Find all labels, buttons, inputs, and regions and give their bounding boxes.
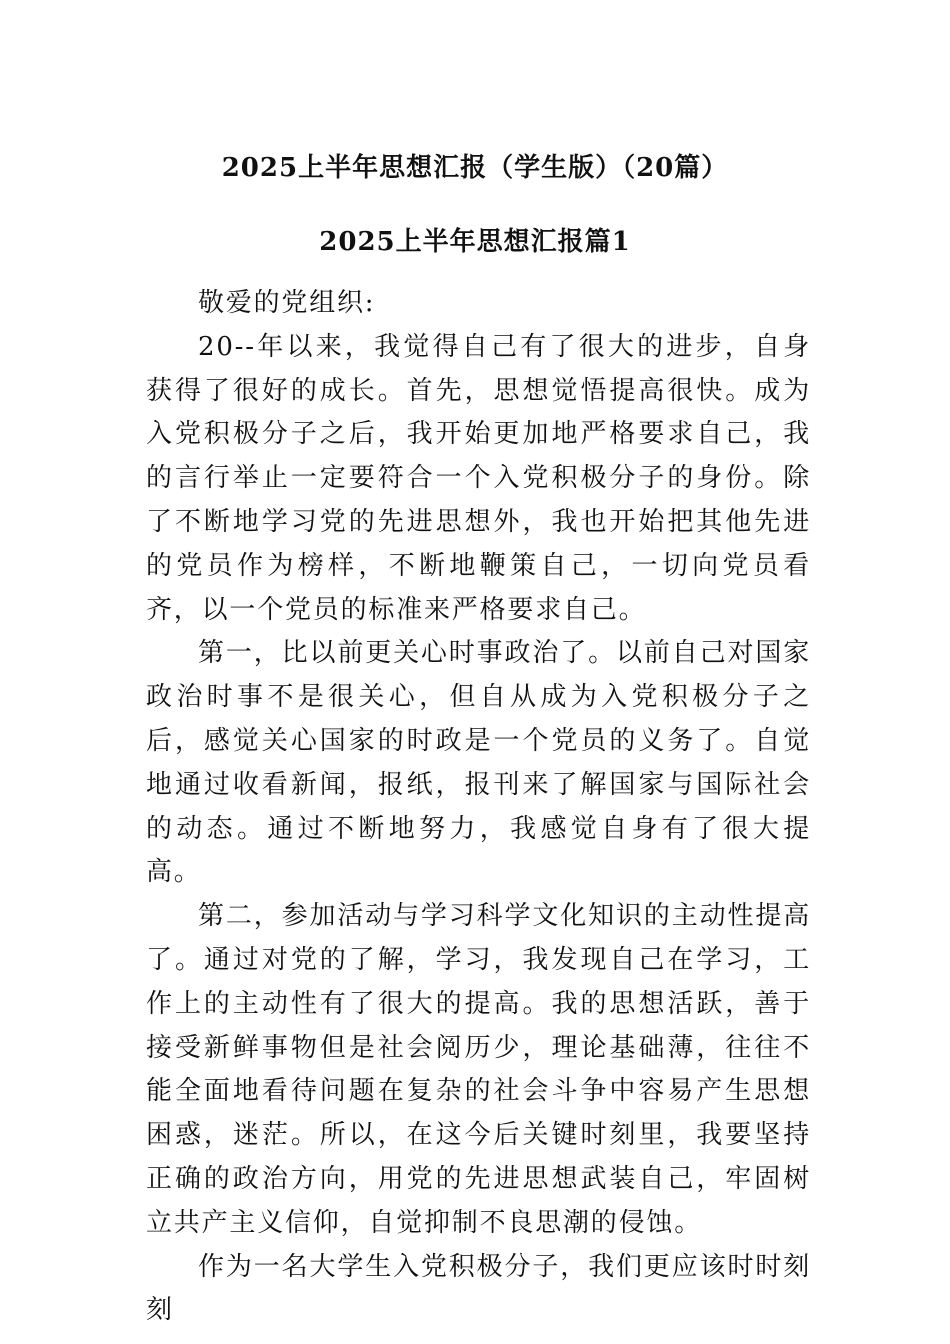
spacer bbox=[146, 238, 811, 282]
paragraph: 20--年以来，我觉得自己有了很大的进步，自身获得了很好的成长。首先，思想觉悟提高很快。成为入党积极分子之后，我开始更加地严格要求自己，我的言行举止一定要符合一个入党积极分子的身份。除了不断地学习党的先进思想外，我也开始把其他先进的党员作为榜样，不断地鞭策自己，一切向党员看齐，以一个党员的标准来严格要求自己。 bbox=[146, 331, 811, 625]
document-body bbox=[146, 238, 811, 1333]
document-title: 2025上半年思想汇报（学生版）（20篇） bbox=[221, 153, 729, 183]
paragraph: 作为一名大学生入党积极分子，我们更应该时时刻刻 bbox=[146, 1251, 811, 1326]
paragraph: 第二，参加活动与学习科学文化知识的主动性提高了。通过对党的了解，学习，我发现自己在学习，工作上的主动性有了很大的提高。我的思想活跃，善于接受新鲜事物但是社会阅历少，理论基础薄，往往不能全面地看待问题在复杂的社会斗争中容易产生思想困惑，迷茫。所以，在这今后关键时刻里，我要坚持正确的政治方向，用党的先进思想武装自己，牢固树立共产主义信仰，自觉抑制不良思潮的侵蚀。 bbox=[146, 901, 811, 1238]
paragraph: 第一，比以前更关心时事政治了。以前自己对国家政治时事不是很关心，但自从成为入党积极分子之后，感觉关心国家的时政是一个党员的义务了。自觉地通过收看新闻，报纸，报刊来了解国家与国际社会的动态。通过不断地努力，我感觉自身有了很大提高。 bbox=[146, 638, 811, 888]
salutation: 敬爱的党组织: bbox=[198, 288, 376, 318]
section-title: 2025上半年思想汇报篇1 bbox=[319, 227, 631, 257]
